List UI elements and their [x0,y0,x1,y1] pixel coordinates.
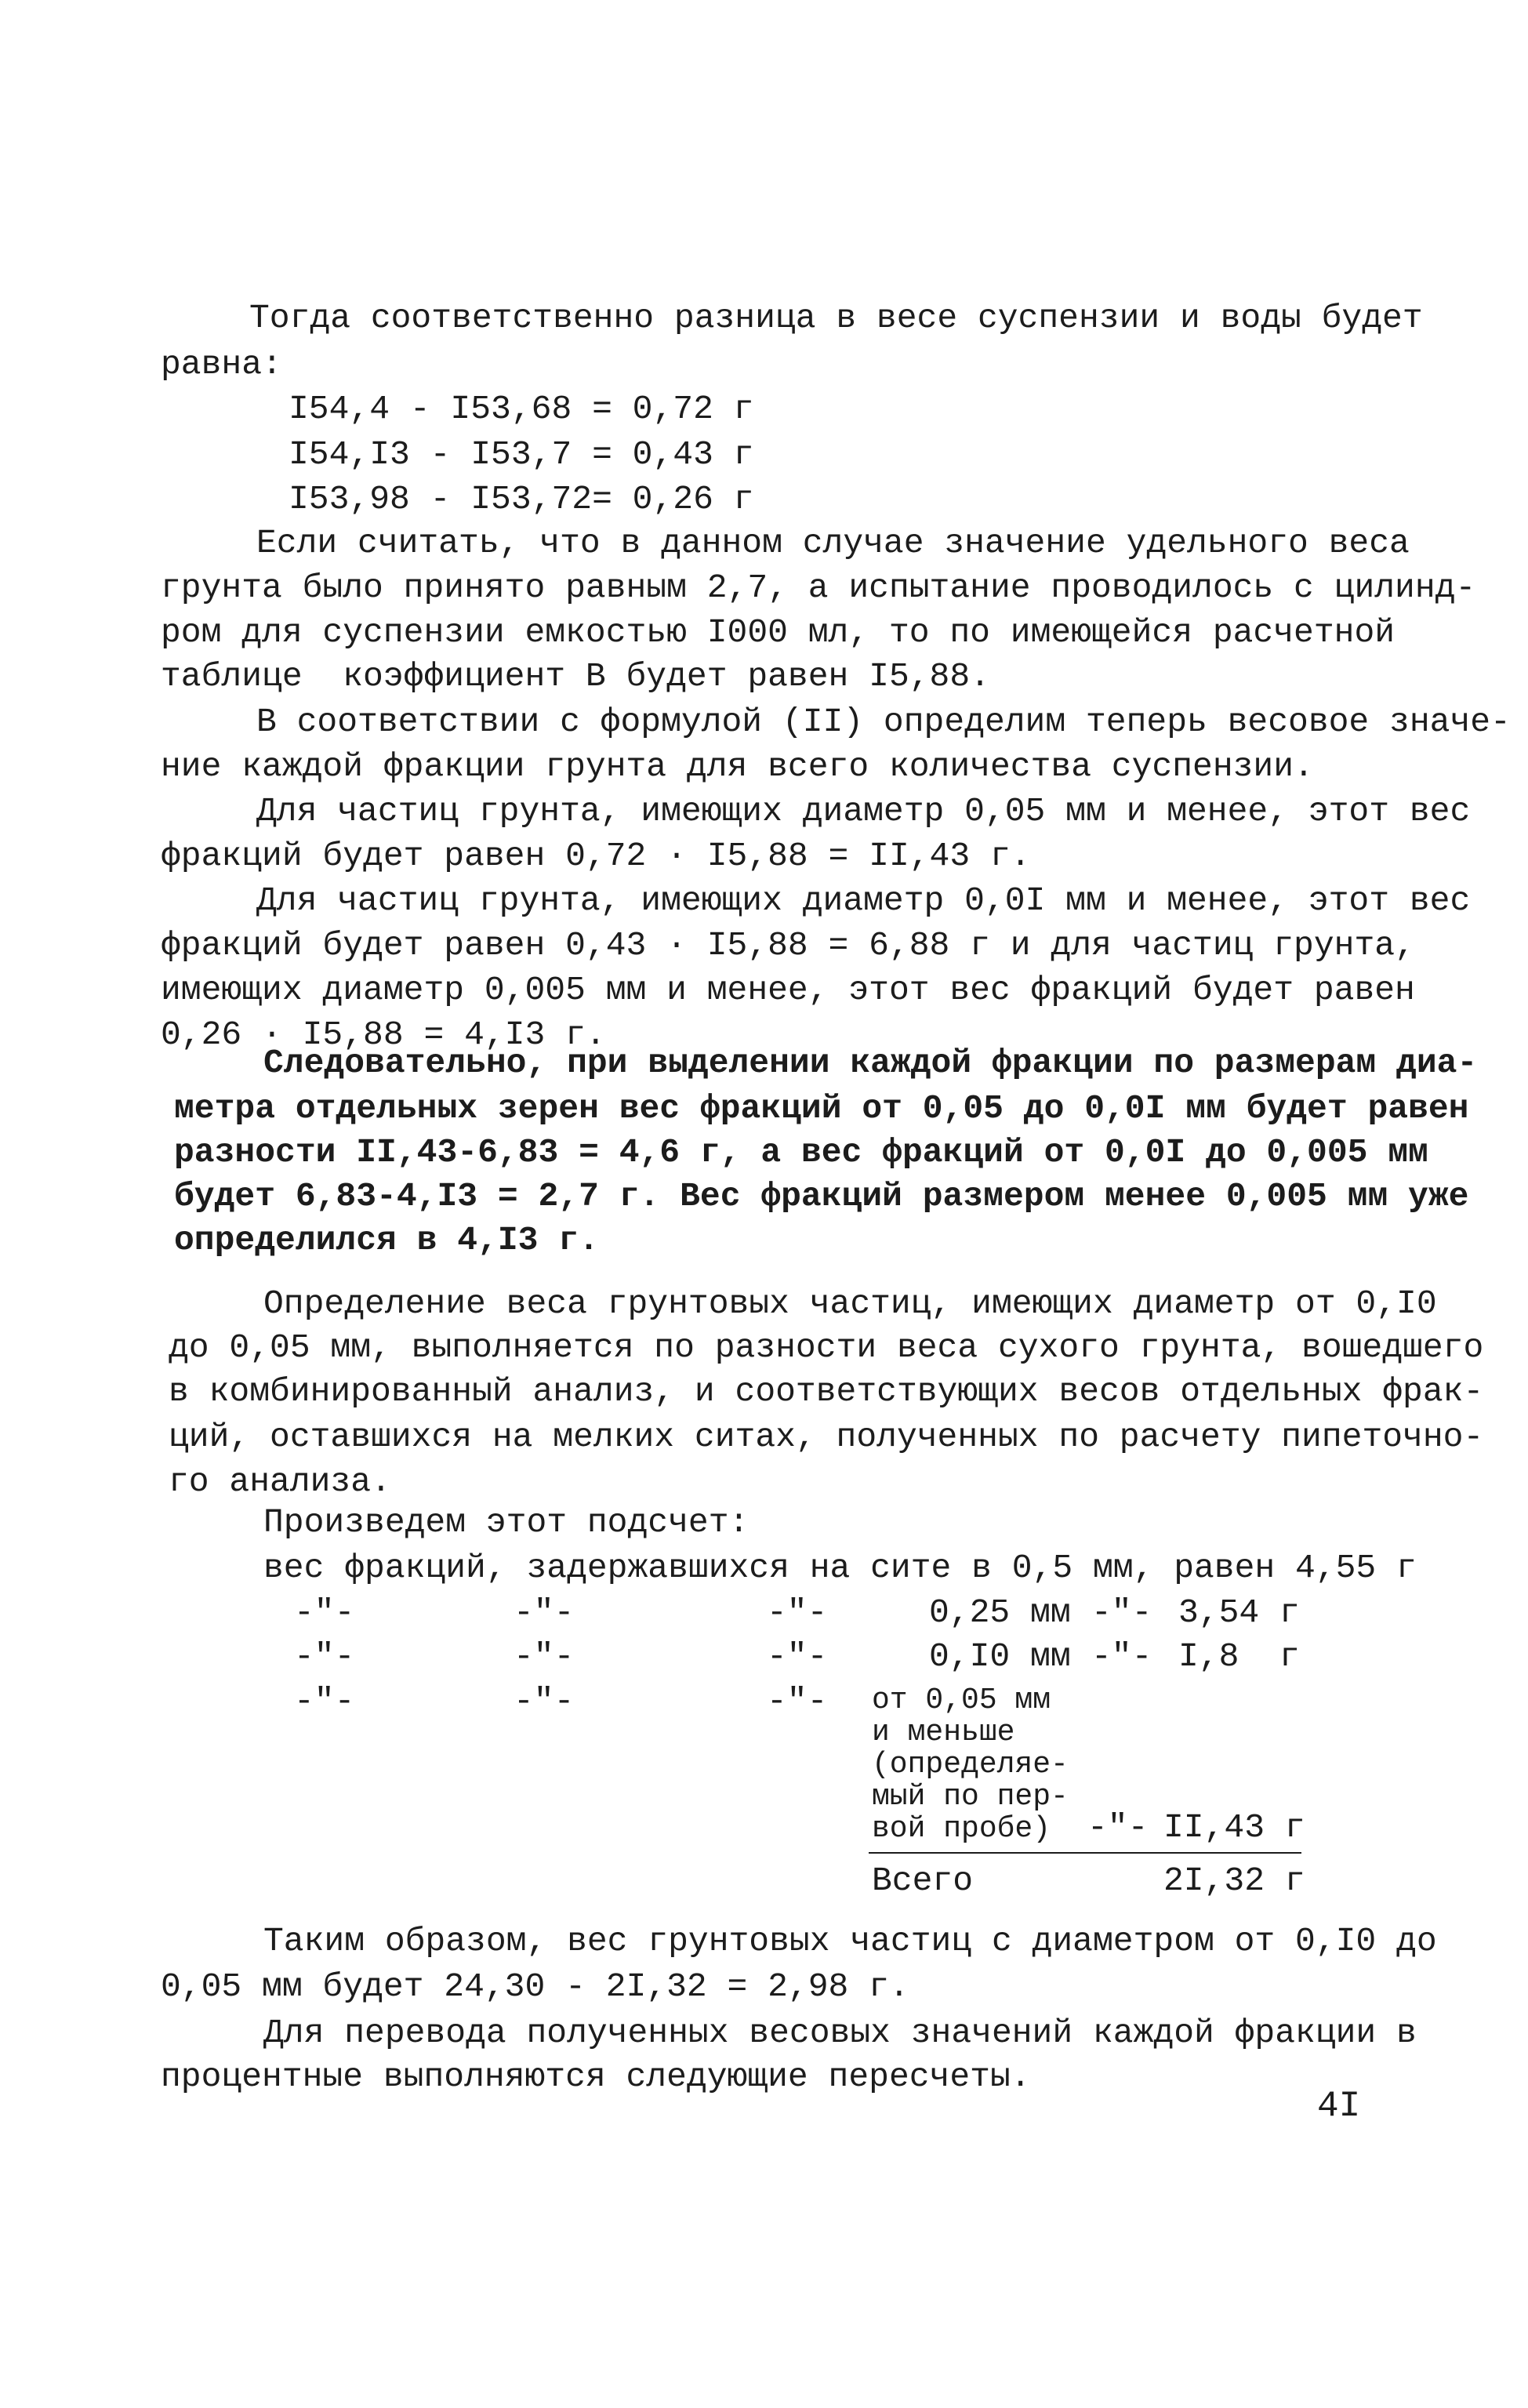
para2-line1: Если считать, что в данном случае значение удельного веса [256,524,1410,562]
ditto-mark: -"- [294,1593,355,1632]
para7-line5: го анализа. [169,1462,391,1501]
para5-line4: 0,26 · I5,88 = 4,I3 г. [161,1015,606,1054]
ditto-mark: -"- [1091,1637,1152,1676]
sieve-size-line: и меньше [872,1716,1015,1749]
para5-line1: Для частиц грунта, имеющих диаметр 0,0I мм и менее, этот вес [256,881,1471,920]
ditto-mark: -"- [294,1682,355,1720]
ditto-mark: -"- [767,1637,828,1676]
sieve-size: 0,25 мм [929,1593,1071,1632]
sieve-size-line: мый по пер- [872,1780,1069,1814]
sieve-size-line: вой пробе) [872,1812,1051,1846]
ditto-mark: -"- [514,1637,575,1676]
para5-line3: имеющих диаметр 0,005 мм и менее, этот вес фракций будет равен [161,971,1415,1009]
para2-line2: грунта было принято равным 2,7, а испытание проводилось с цилинд- [161,568,1476,607]
para4-line1: Для частиц грунта, имеющих диаметр 0,05 мм и менее, этот вес [256,792,1471,830]
para7-line1: Определение веса грунтовых частиц, имеющих диаметр от 0,I0 [263,1284,1437,1323]
para7-line3: в комбинированный анализ, и соответствующих весов отдельных фрак- [169,1372,1484,1411]
para8-line2: 0,05 мм будет 24,30 - 2I,32 = 2,98 г. [161,1967,909,2006]
para6-line2: метра отдельных зерен вес фракций от 0,05 до 0,0I мм будет равен [174,1089,1469,1128]
para9-line1: Для перевода полученных весовых значений каждой фракции в [263,2014,1417,2052]
total-value: 2I,32 г [1163,1861,1305,1900]
para8-line1: Таким образом, вес грунтовых частиц с диаметром от 0,I0 до [263,1922,1437,1960]
ditto-mark: -"- [767,1682,828,1720]
para6-line5: определился в 4,I3 г. [174,1221,599,1259]
para6-line1: Следовательно, при выделении каждой фракции по размерам диа- [263,1044,1478,1082]
para1-line2: равна: [161,345,282,383]
para4-line2: фракций будет равен 0,72 · I5,88 = II,43 г. [161,837,1031,875]
total-label: Всего [872,1861,974,1900]
para2-line4: таблице коэффициент В будет равен I5,88. [161,657,990,696]
sieve-size-line: от 0,05 мм [872,1683,1051,1717]
ditto-mark: -"- [514,1593,575,1632]
equation-3: I53,98 - I53,72= 0,26 г [289,480,754,518]
sieve-first-line: вес фракций, задержавшихся на сите в 0,5 мм, равен 4,55 г [263,1549,1417,1587]
para6-line3: разности II,43-6,83 = 4,6 г, а вес фракций от 0,0I до 0,005 мм [174,1133,1428,1171]
ditto-mark: -"- [514,1682,575,1720]
ditto-mark: -"- [767,1593,828,1632]
ditto-mark: -"- [1091,1593,1152,1632]
sieve-size: 0,I0 мм [929,1637,1071,1676]
para5-line2: фракций будет равен 0,43 · I5,88 = 6,88 г и для частиц грунта, [161,926,1415,964]
equation-1: I54,4 - I53,68 = 0,72 г [289,390,754,428]
para6-line4: будет 6,83-4,I3 = 2,7 г. Вес фракций размером менее 0,005 мм уже [174,1177,1469,1215]
sieve-value: I,8 г [1178,1637,1300,1676]
para2-line3: ром для суспензии емкостью I000 мл, то по имеющейся расчетной [161,613,1396,652]
sieve-size-line: (определяе- [872,1748,1069,1781]
para9-line2: процентные выполняются следующие пересчеты. [161,2058,1031,2096]
calc-intro: Произведем этот подсчет: [263,1503,749,1542]
sieve-value: II,43 г [1163,1808,1305,1847]
sieve-value: 3,54 г [1178,1593,1300,1632]
para3-line1: В соответствии с формулой (II) определим теперь весовое значе- [256,703,1511,741]
equation-2: I54,I3 - I53,7 = 0,43 г [289,435,754,474]
total-rule [869,1852,1301,1854]
ditto-mark: -"- [1087,1808,1149,1847]
para3-line2: ние каждой фракции грунта для всего количества суспензии. [161,747,1314,786]
ditto-mark: -"- [294,1637,355,1676]
para7-line2: до 0,05 мм, выполняется по разности веса сухого грунта, вошедшего [169,1328,1484,1367]
para1-line1: Тогда соответственно разница в весе суспензии и воды будет [249,299,1423,337]
para7-line4: ций, оставшихся на мелких ситах, полученных по расчету пипеточно- [169,1418,1484,1456]
page-number: 4I [1317,2086,1361,2127]
